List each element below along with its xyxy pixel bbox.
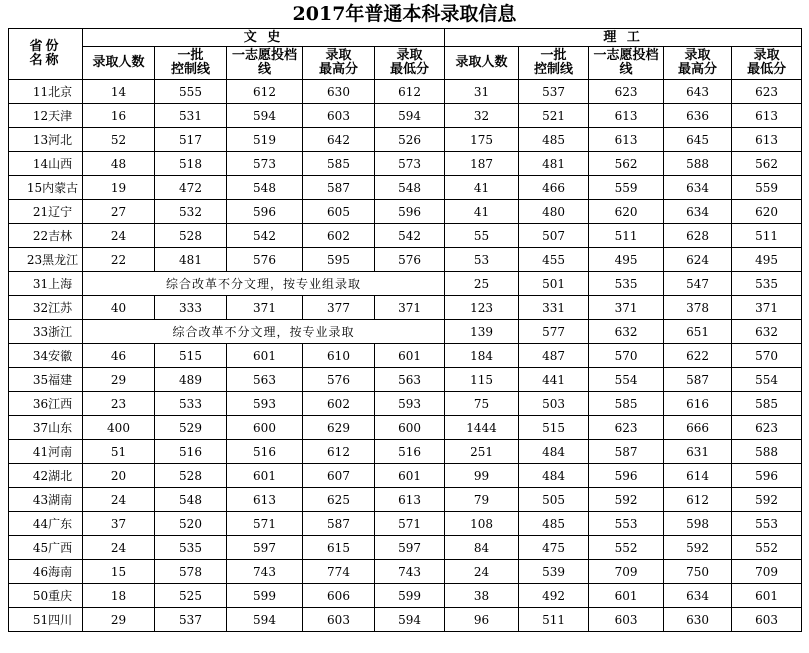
wenshi-value-cell: 24 — [83, 224, 155, 248]
ligong-value-cell: 562 — [589, 152, 664, 176]
ligong-value-cell: 632 — [589, 320, 664, 344]
table-row — [9, 584, 802, 608]
wenshi-value-cell: 602 — [303, 224, 375, 248]
ligong-value-cell: 632 — [732, 320, 802, 344]
table-row — [9, 248, 802, 272]
wenshi-value-cell: 528 — [155, 224, 227, 248]
ligong-value-cell: 507 — [519, 224, 589, 248]
table-row — [9, 272, 802, 296]
ligong-value-cell: 553 — [732, 512, 802, 536]
wenshi-value-cell: 518 — [155, 152, 227, 176]
ligong-value-cell: 539 — [519, 560, 589, 584]
page-title: 2017年普通本科录取信息 — [292, 3, 517, 25]
ligong-value-cell: 535 — [589, 272, 664, 296]
header-wen-col-0: 录取人数 — [83, 47, 155, 80]
ligong-value-cell: 96 — [445, 608, 519, 632]
wenshi-value-cell: 515 — [155, 344, 227, 368]
ligong-value-cell: 84 — [445, 536, 519, 560]
ligong-value-cell: 613 — [589, 128, 664, 152]
wenshi-value-cell: 605 — [303, 200, 375, 224]
ligong-value-cell: 475 — [519, 536, 589, 560]
wenshi-value-cell: 46 — [83, 344, 155, 368]
table-row — [9, 176, 802, 200]
header-province: 省份 名称 — [9, 29, 83, 80]
wenshi-value-cell: 489 — [155, 368, 227, 392]
wenshi-value-cell: 576 — [227, 248, 303, 272]
wenshi-value-cell: 625 — [303, 488, 375, 512]
ligong-value-cell: 570 — [732, 344, 802, 368]
header-wen-col-2: 一志愿投档 线 — [227, 47, 303, 80]
ligong-value-cell: 75 — [445, 392, 519, 416]
province-cell: 15内蒙古 — [9, 176, 83, 200]
wenshi-value-cell: 576 — [375, 248, 445, 272]
table-row — [9, 296, 802, 320]
wenshi-value-cell: 571 — [227, 512, 303, 536]
ligong-value-cell: 552 — [732, 536, 802, 560]
ligong-value-cell: 643 — [664, 80, 732, 104]
ligong-value-cell: 378 — [664, 296, 732, 320]
ligong-value-cell: 612 — [664, 488, 732, 512]
wenshi-value-cell: 613 — [227, 488, 303, 512]
ligong-value-cell: 38 — [445, 584, 519, 608]
ligong-value-cell: 115 — [445, 368, 519, 392]
ligong-value-cell: 487 — [519, 344, 589, 368]
ligong-value-cell: 601 — [589, 584, 664, 608]
ligong-value-cell: 709 — [732, 560, 802, 584]
ligong-value-cell: 750 — [664, 560, 732, 584]
ligong-value-cell: 553 — [589, 512, 664, 536]
header-group-ligong: 理 工 — [445, 29, 802, 47]
table-row — [9, 392, 802, 416]
ligong-value-cell: 495 — [732, 248, 802, 272]
wenshi-value-cell: 610 — [303, 344, 375, 368]
ligong-value-cell: 552 — [589, 536, 664, 560]
wenshi-value-cell: 630 — [303, 80, 375, 104]
reform-note-cell: 综合改革不分文理，按专业组录取 — [83, 272, 445, 296]
ligong-value-cell: 139 — [445, 320, 519, 344]
wenshi-value-cell: 526 — [375, 128, 445, 152]
ligong-value-cell: 31 — [445, 80, 519, 104]
wenshi-value-cell: 525 — [155, 584, 227, 608]
ligong-value-cell: 484 — [519, 440, 589, 464]
province-cell: 50重庆 — [9, 584, 83, 608]
ligong-value-cell: 251 — [445, 440, 519, 464]
wenshi-value-cell: 537 — [155, 608, 227, 632]
ligong-value-cell: 455 — [519, 248, 589, 272]
wenshi-value-cell: 597 — [227, 536, 303, 560]
province-cell: 11北京 — [9, 80, 83, 104]
wenshi-value-cell: 578 — [155, 560, 227, 584]
province-cell: 12天津 — [9, 104, 83, 128]
ligong-value-cell: 55 — [445, 224, 519, 248]
ligong-value-cell: 99 — [445, 464, 519, 488]
province-cell: 41河南 — [9, 440, 83, 464]
ligong-value-cell: 601 — [732, 584, 802, 608]
ligong-value-cell: 587 — [664, 368, 732, 392]
ligong-value-cell: 620 — [732, 200, 802, 224]
wenshi-value-cell: 400 — [83, 416, 155, 440]
ligong-value-cell: 32 — [445, 104, 519, 128]
table-row — [9, 440, 802, 464]
wenshi-value-cell: 629 — [303, 416, 375, 440]
ligong-value-cell: 596 — [589, 464, 664, 488]
ligong-value-cell: 570 — [589, 344, 664, 368]
province-cell: 35福建 — [9, 368, 83, 392]
wenshi-value-cell: 601 — [227, 344, 303, 368]
wenshi-value-cell: 594 — [227, 104, 303, 128]
ligong-value-cell: 441 — [519, 368, 589, 392]
ligong-value-cell: 505 — [519, 488, 589, 512]
ligong-value-cell: 614 — [664, 464, 732, 488]
wenshi-value-cell: 612 — [227, 80, 303, 104]
ligong-value-cell: 613 — [732, 104, 802, 128]
ligong-value-cell: 634 — [664, 200, 732, 224]
province-cell: 51四川 — [9, 608, 83, 632]
wenshi-value-cell: 472 — [155, 176, 227, 200]
wenshi-value-cell: 571 — [375, 512, 445, 536]
wenshi-value-cell: 596 — [375, 200, 445, 224]
ligong-value-cell: 577 — [519, 320, 589, 344]
ligong-value-cell: 547 — [664, 272, 732, 296]
wenshi-value-cell: 585 — [303, 152, 375, 176]
wenshi-value-cell: 596 — [227, 200, 303, 224]
ligong-value-cell: 41 — [445, 200, 519, 224]
ligong-value-cell: 620 — [589, 200, 664, 224]
wenshi-value-cell: 593 — [375, 392, 445, 416]
wenshi-value-cell: 601 — [227, 464, 303, 488]
wenshi-value-cell: 533 — [155, 392, 227, 416]
ligong-value-cell: 25 — [445, 272, 519, 296]
wenshi-value-cell: 774 — [303, 560, 375, 584]
ligong-value-cell: 492 — [519, 584, 589, 608]
header-li-col-3: 录取 最高分 — [664, 47, 732, 80]
ligong-value-cell: 331 — [519, 296, 589, 320]
ligong-value-cell: 603 — [589, 608, 664, 632]
wenshi-value-cell: 531 — [155, 104, 227, 128]
table-row — [9, 512, 802, 536]
wenshi-value-cell: 528 — [155, 464, 227, 488]
wenshi-value-cell: 520 — [155, 512, 227, 536]
ligong-value-cell: 622 — [664, 344, 732, 368]
ligong-value-cell: 175 — [445, 128, 519, 152]
ligong-value-cell: 24 — [445, 560, 519, 584]
province-cell: 42湖北 — [9, 464, 83, 488]
wenshi-value-cell: 40 — [83, 296, 155, 320]
table-row — [9, 128, 802, 152]
province-cell: 34安徽 — [9, 344, 83, 368]
wenshi-value-cell: 19 — [83, 176, 155, 200]
ligong-value-cell: 501 — [519, 272, 589, 296]
ligong-value-cell: 634 — [664, 584, 732, 608]
ligong-value-cell: 466 — [519, 176, 589, 200]
wenshi-value-cell: 29 — [83, 368, 155, 392]
table-row — [9, 104, 802, 128]
ligong-value-cell: 613 — [732, 128, 802, 152]
ligong-value-cell: 623 — [589, 80, 664, 104]
header-sub-row — [9, 47, 802, 80]
header-li-col-1: 一批 控制线 — [519, 47, 589, 80]
province-cell: 23黑龙江 — [9, 248, 83, 272]
reform-note-cell: 综合改革不分文理，按专业录取 — [83, 320, 445, 344]
ligong-value-cell: 184 — [445, 344, 519, 368]
ligong-value-cell: 481 — [519, 152, 589, 176]
wenshi-value-cell: 20 — [83, 464, 155, 488]
ligong-value-cell: 623 — [589, 416, 664, 440]
wenshi-value-cell: 516 — [155, 440, 227, 464]
wenshi-value-cell: 535 — [155, 536, 227, 560]
ligong-value-cell: 554 — [589, 368, 664, 392]
ligong-value-cell: 562 — [732, 152, 802, 176]
wenshi-value-cell: 613 — [375, 488, 445, 512]
ligong-value-cell: 603 — [732, 608, 802, 632]
ligong-value-cell: 631 — [664, 440, 732, 464]
ligong-value-cell: 480 — [519, 200, 589, 224]
wenshi-value-cell: 516 — [375, 440, 445, 464]
table-row — [9, 608, 802, 632]
wenshi-value-cell: 601 — [375, 464, 445, 488]
wenshi-value-cell: 563 — [227, 368, 303, 392]
wenshi-value-cell: 542 — [227, 224, 303, 248]
wenshi-value-cell: 612 — [375, 80, 445, 104]
ligong-value-cell: 503 — [519, 392, 589, 416]
ligong-value-cell: 592 — [732, 488, 802, 512]
wenshi-value-cell: 601 — [375, 344, 445, 368]
ligong-value-cell: 645 — [664, 128, 732, 152]
ligong-value-cell: 651 — [664, 320, 732, 344]
wenshi-value-cell: 594 — [375, 608, 445, 632]
wenshi-value-cell: 23 — [83, 392, 155, 416]
header-li-col-4: 录取 最低分 — [732, 47, 802, 80]
ligong-value-cell: 537 — [519, 80, 589, 104]
wenshi-value-cell: 603 — [303, 104, 375, 128]
table-row — [9, 464, 802, 488]
wenshi-value-cell: 371 — [375, 296, 445, 320]
table-row — [9, 368, 802, 392]
province-cell: 46海南 — [9, 560, 83, 584]
ligong-value-cell: 592 — [664, 536, 732, 560]
ligong-value-cell: 123 — [445, 296, 519, 320]
header-group-row — [9, 29, 802, 47]
ligong-value-cell: 559 — [732, 176, 802, 200]
wenshi-value-cell: 14 — [83, 80, 155, 104]
table-row — [9, 560, 802, 584]
table-row — [9, 320, 802, 344]
wenshi-value-cell: 48 — [83, 152, 155, 176]
wenshi-value-cell: 602 — [303, 392, 375, 416]
wenshi-value-cell: 24 — [83, 536, 155, 560]
ligong-value-cell: 79 — [445, 488, 519, 512]
wenshi-value-cell: 18 — [83, 584, 155, 608]
ligong-value-cell: 554 — [732, 368, 802, 392]
table-row — [9, 416, 802, 440]
wenshi-value-cell: 555 — [155, 80, 227, 104]
wenshi-value-cell: 16 — [83, 104, 155, 128]
ligong-value-cell: 624 — [664, 248, 732, 272]
wenshi-value-cell: 573 — [227, 152, 303, 176]
ligong-value-cell: 709 — [589, 560, 664, 584]
wenshi-value-cell: 52 — [83, 128, 155, 152]
table-body — [9, 80, 802, 632]
wenshi-value-cell: 593 — [227, 392, 303, 416]
ligong-value-cell: 623 — [732, 80, 802, 104]
ligong-value-cell: 585 — [732, 392, 802, 416]
ligong-value-cell: 628 — [664, 224, 732, 248]
wenshi-value-cell: 743 — [375, 560, 445, 584]
province-cell: 14山西 — [9, 152, 83, 176]
ligong-value-cell: 596 — [732, 464, 802, 488]
wenshi-value-cell: 576 — [303, 368, 375, 392]
wenshi-value-cell: 27 — [83, 200, 155, 224]
wenshi-value-cell: 548 — [155, 488, 227, 512]
wenshi-value-cell: 597 — [375, 536, 445, 560]
header-wen-col-3: 录取 最高分 — [303, 47, 375, 80]
ligong-value-cell: 588 — [732, 440, 802, 464]
table-row — [9, 200, 802, 224]
table-row — [9, 80, 802, 104]
table-row — [9, 488, 802, 512]
province-cell: 44广东 — [9, 512, 83, 536]
ligong-value-cell: 511 — [589, 224, 664, 248]
wenshi-value-cell: 333 — [155, 296, 227, 320]
table-row — [9, 152, 802, 176]
wenshi-value-cell: 642 — [303, 128, 375, 152]
province-cell: 45广西 — [9, 536, 83, 560]
ligong-value-cell: 592 — [589, 488, 664, 512]
wenshi-value-cell: 603 — [303, 608, 375, 632]
ligong-value-cell: 515 — [519, 416, 589, 440]
ligong-value-cell: 634 — [664, 176, 732, 200]
wenshi-value-cell: 563 — [375, 368, 445, 392]
wenshi-value-cell: 542 — [375, 224, 445, 248]
wenshi-value-cell: 743 — [227, 560, 303, 584]
wenshi-value-cell: 519 — [227, 128, 303, 152]
ligong-value-cell: 495 — [589, 248, 664, 272]
ligong-value-cell: 485 — [519, 512, 589, 536]
wenshi-value-cell: 37 — [83, 512, 155, 536]
wenshi-value-cell: 594 — [227, 608, 303, 632]
header-wen-col-1: 一批 控制线 — [155, 47, 227, 80]
wenshi-value-cell: 587 — [303, 176, 375, 200]
ligong-value-cell: 371 — [732, 296, 802, 320]
wenshi-value-cell: 481 — [155, 248, 227, 272]
ligong-value-cell: 1444 — [445, 416, 519, 440]
wenshi-value-cell: 587 — [303, 512, 375, 536]
ligong-value-cell: 53 — [445, 248, 519, 272]
wenshi-value-cell: 599 — [227, 584, 303, 608]
wenshi-value-cell: 15 — [83, 560, 155, 584]
wenshi-value-cell: 548 — [375, 176, 445, 200]
header-wen-col-4: 录取 最低分 — [375, 47, 445, 80]
ligong-value-cell: 585 — [589, 392, 664, 416]
province-cell: 33浙江 — [9, 320, 83, 344]
wenshi-value-cell: 516 — [227, 440, 303, 464]
ligong-value-cell: 616 — [664, 392, 732, 416]
wenshi-value-cell: 29 — [83, 608, 155, 632]
wenshi-value-cell: 377 — [303, 296, 375, 320]
ligong-value-cell: 41 — [445, 176, 519, 200]
province-cell: 31上海 — [9, 272, 83, 296]
header-li-col-2: 一志愿投档 线 — [589, 47, 664, 80]
ligong-value-cell: 371 — [589, 296, 664, 320]
ligong-value-cell: 559 — [589, 176, 664, 200]
wenshi-value-cell: 24 — [83, 488, 155, 512]
ligong-value-cell: 623 — [732, 416, 802, 440]
wenshi-value-cell: 594 — [375, 104, 445, 128]
ligong-value-cell: 613 — [589, 104, 664, 128]
wenshi-value-cell: 600 — [227, 416, 303, 440]
ligong-value-cell: 484 — [519, 464, 589, 488]
wenshi-value-cell: 22 — [83, 248, 155, 272]
province-cell: 13河北 — [9, 128, 83, 152]
ligong-value-cell: 630 — [664, 608, 732, 632]
wenshi-value-cell: 615 — [303, 536, 375, 560]
ligong-value-cell: 588 — [664, 152, 732, 176]
ligong-value-cell: 485 — [519, 128, 589, 152]
ligong-value-cell: 108 — [445, 512, 519, 536]
wenshi-value-cell: 573 — [375, 152, 445, 176]
ligong-value-cell: 598 — [664, 512, 732, 536]
ligong-value-cell: 521 — [519, 104, 589, 128]
table-row — [9, 536, 802, 560]
ligong-value-cell: 511 — [732, 224, 802, 248]
wenshi-value-cell: 612 — [303, 440, 375, 464]
province-cell: 43湖南 — [9, 488, 83, 512]
wenshi-value-cell: 51 — [83, 440, 155, 464]
ligong-value-cell: 636 — [664, 104, 732, 128]
wenshi-value-cell: 371 — [227, 296, 303, 320]
header-li-col-0: 录取人数 — [445, 47, 519, 80]
ligong-value-cell: 587 — [589, 440, 664, 464]
province-cell: 22吉林 — [9, 224, 83, 248]
ligong-value-cell: 666 — [664, 416, 732, 440]
province-cell: 21辽宁 — [9, 200, 83, 224]
wenshi-value-cell: 600 — [375, 416, 445, 440]
wenshi-value-cell: 607 — [303, 464, 375, 488]
ligong-value-cell: 187 — [445, 152, 519, 176]
wenshi-value-cell: 529 — [155, 416, 227, 440]
wenshi-value-cell: 606 — [303, 584, 375, 608]
ligong-value-cell: 535 — [732, 272, 802, 296]
province-cell: 36江西 — [9, 392, 83, 416]
wenshi-value-cell: 517 — [155, 128, 227, 152]
table-row — [9, 224, 802, 248]
wenshi-value-cell: 532 — [155, 200, 227, 224]
wenshi-value-cell: 599 — [375, 584, 445, 608]
admission-table — [8, 28, 802, 632]
table-row — [9, 344, 802, 368]
province-cell: 37山东 — [9, 416, 83, 440]
ligong-value-cell: 511 — [519, 608, 589, 632]
province-cell: 32江苏 — [9, 296, 83, 320]
header-group-wenshi: 文 史 — [83, 29, 445, 47]
wenshi-value-cell: 595 — [303, 248, 375, 272]
wenshi-value-cell: 548 — [227, 176, 303, 200]
